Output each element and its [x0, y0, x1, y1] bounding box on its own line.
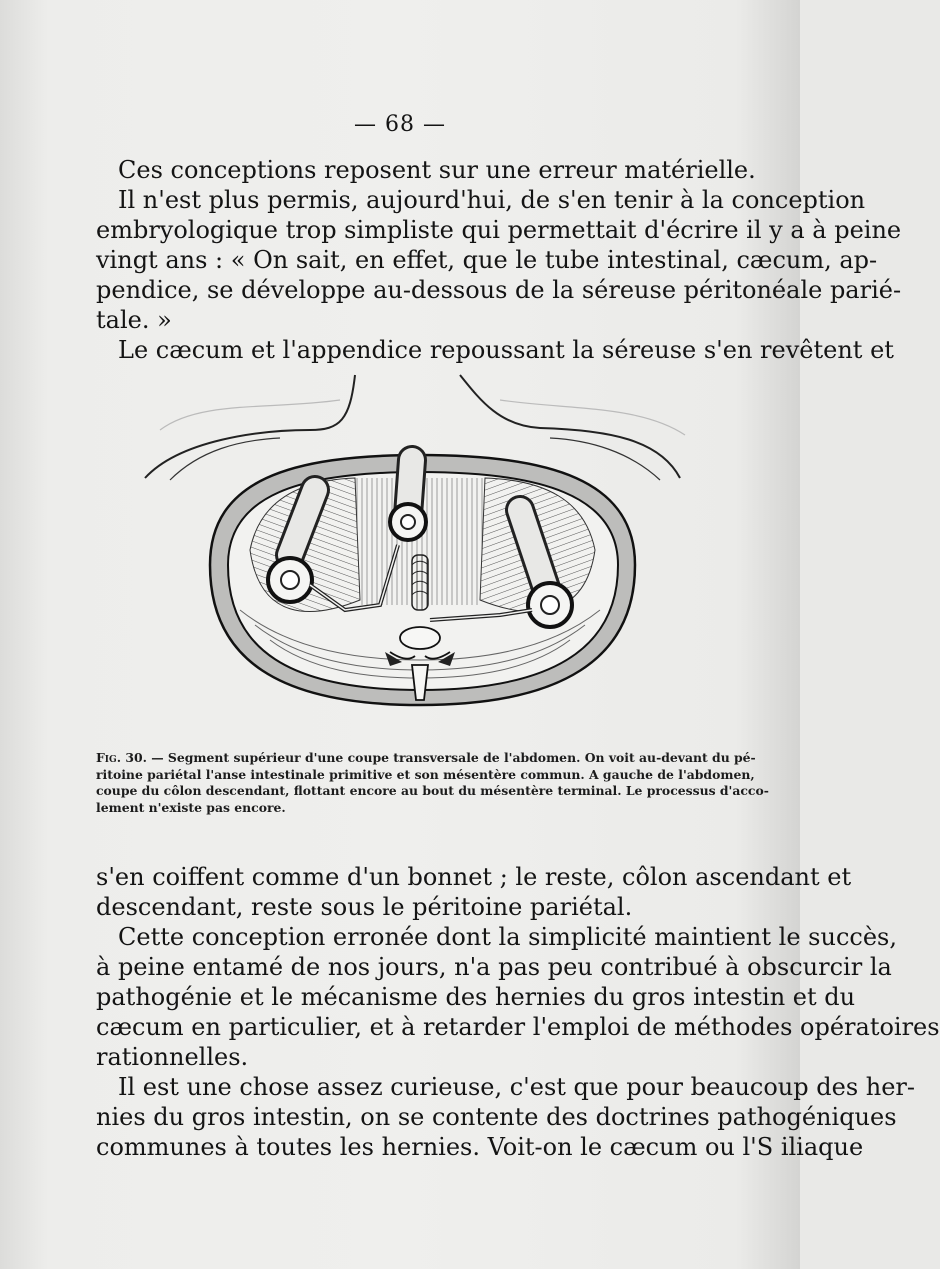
text-line: cæcum en particulier, et à retarder l'emploi de méthodes opératoires [96, 1013, 940, 1041]
caption-line: lement n'existe pas encore. [96, 799, 286, 815]
text-line: Le cæcum et l'appendice repoussant la séreuse s'en revêtent et [118, 336, 894, 364]
caption-line: ritoine pariétal l'anse intestinale primitive et son mésentère commun. A gauche de l'abdomen, [96, 766, 755, 782]
text-line: Cette conception erronée dont la simplicité maintient le succès, [118, 923, 897, 951]
bottom-paragraphs [96, 862, 940, 1162]
text-line: à peine entamé de nos jours, n'a pas peu contribué à obscurcir la [96, 953, 892, 981]
ghost-outline [160, 400, 685, 435]
text-line: communes à toutes les hernies. Voit-on le cæcum ou l'S iliaque [96, 1133, 864, 1161]
text-line: descendant, reste sous le péritoine pariétal. [96, 893, 633, 921]
text-line: rationnelles. [96, 1043, 249, 1071]
vertebral-body [400, 627, 440, 649]
caption-line: coupe du côlon descendant, flottant encore au bout du mésentère terminal. Le processus d'acco- [96, 783, 769, 798]
text-line: Ces conceptions reposent sur une erreur matérielle. [118, 156, 756, 184]
figure-caption [96, 750, 769, 816]
figure-label: Fig. 30. [96, 750, 147, 765]
text-line: Il est une chose assez curieuse, c'est que pour beaucoup des her- [118, 1073, 916, 1101]
text-line: pathogénie et le mécanisme des hernies du gros intestin et du [96, 983, 856, 1011]
abdomen-cross-section-illustration [140, 360, 700, 740]
text-line: s'en coiffent comme d'un bonnet ; le reste, côlon ascendant et [96, 863, 852, 891]
text-line: pendice, se développe au-dessous de la séreuse péritonéale parié- [96, 276, 902, 304]
text-line: tale. » [96, 306, 172, 334]
text-line: embryologique trop simpliste qui permettait d'écrire il y a à peine [96, 216, 902, 244]
text-line: vingt ans : « On sait, en effet, que le tube intestinal, cæcum, ap- [96, 246, 878, 274]
top-paragraphs [96, 155, 902, 365]
text-line: nies du gros intestin, on se contente des doctrines pathogéniques [96, 1103, 897, 1131]
caption-line: Fig. 30. — Segment supérieur d'une coupe transversale de l'abdomen. On voit au-devant du pé- [96, 750, 756, 765]
page-number: — 68 — [354, 112, 446, 137]
text-line: Il n'est plus permis, aujourd'hui, de s'en tenir à la conception [118, 186, 866, 214]
